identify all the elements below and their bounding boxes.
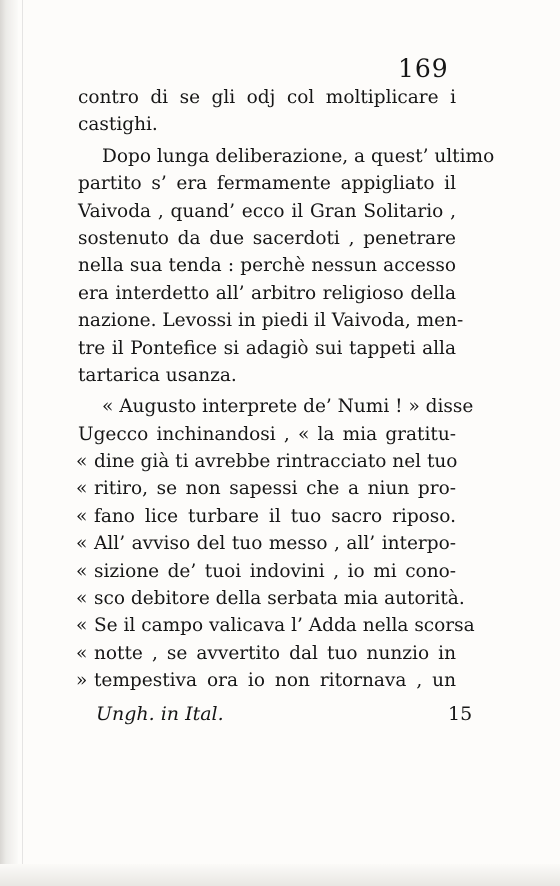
paragraph-3 — [76, 393, 475, 694]
guillemet: « — [76, 451, 88, 473]
guillemet: « — [76, 642, 88, 664]
text-line: contro di se gli odj col moltiplicare i — [78, 87, 456, 108]
guillemet: « — [76, 478, 88, 500]
quoted-line — [76, 612, 475, 639]
quoted-text: sizione de’ tuoi indovini , io mi cono- — [94, 560, 456, 582]
quoted-line — [78, 558, 456, 585]
body-text — [76, 84, 495, 695]
text-line: Ugecco inchinandosi , « la mia gratitu- — [78, 423, 456, 445]
quoted-line — [78, 448, 456, 475]
quoted-line — [78, 530, 456, 557]
page-number: 169 — [398, 54, 449, 83]
text-line: Dopo lunga deliberazione, a quest’ ultimo — [102, 145, 495, 167]
quoted-line — [78, 640, 456, 667]
quoted-text: ritiro, se non sapessi che a niun pro- — [94, 478, 456, 500]
binding-shadow — [0, 0, 18, 886]
quoted-text: sco debitore della serbata mia autorità. — [94, 588, 465, 610]
quoted-text: dine già ti avrebbe rintracciato nel tuo — [94, 451, 458, 473]
guillemet: « — [76, 588, 88, 610]
quoted-line — [78, 475, 456, 502]
text-line: nazione. Levossi in piedi il Vaivoda, men- — [78, 310, 464, 332]
quoted-line — [78, 667, 456, 694]
text-line: « Augusto interprete de’ Numi ! » disse — [102, 396, 474, 418]
quoted-text: Se il campo valicava l’ Adda nella scorsa — [94, 615, 475, 637]
page-bottom-shadow — [0, 864, 560, 886]
page-footer — [96, 703, 473, 725]
quoted-text: tempestiva ora io non ritornava , un — [94, 670, 456, 692]
guillemet: « — [76, 505, 88, 527]
quoted-text: All’ avviso del tuo messo , all’ interpo- — [94, 533, 456, 555]
quoted-text: notte , se avvertito dal tuo nunzio in — [94, 642, 456, 664]
signature-mark: Ungh. in Ital. — [96, 703, 224, 725]
text-line: Vaivoda , quand’ ecco il Gran Solitario , — [78, 200, 456, 222]
text-line: tartarica usanza. — [78, 364, 237, 386]
text-line: tre il Pontefice si adagiò sui tappeti alla — [78, 337, 456, 359]
guillemet: « — [76, 533, 88, 555]
binding-line — [22, 0, 23, 886]
text-line: era interdetto all’ arbitro religioso della — [78, 282, 456, 304]
guillemet: » — [76, 670, 88, 692]
text-line: sostenuto da due sacerdoti , penetrare — [78, 227, 456, 249]
text-line: partito s’ era fermamente appigliato il — [78, 173, 456, 195]
text-line: nella sua tenda : perchè nessun accesso — [78, 255, 456, 277]
guillemet: « — [76, 615, 88, 637]
gathering-number: 15 — [448, 703, 473, 725]
paragraph-2 — [78, 143, 495, 390]
paragraph-continuation — [78, 84, 456, 139]
text-line: castighi. — [78, 114, 158, 136]
guillemet: « — [76, 560, 88, 582]
quoted-text: fano lice turbare il tuo sacro riposo. — [94, 505, 456, 527]
quoted-line — [78, 503, 456, 530]
quoted-line — [76, 585, 465, 612]
